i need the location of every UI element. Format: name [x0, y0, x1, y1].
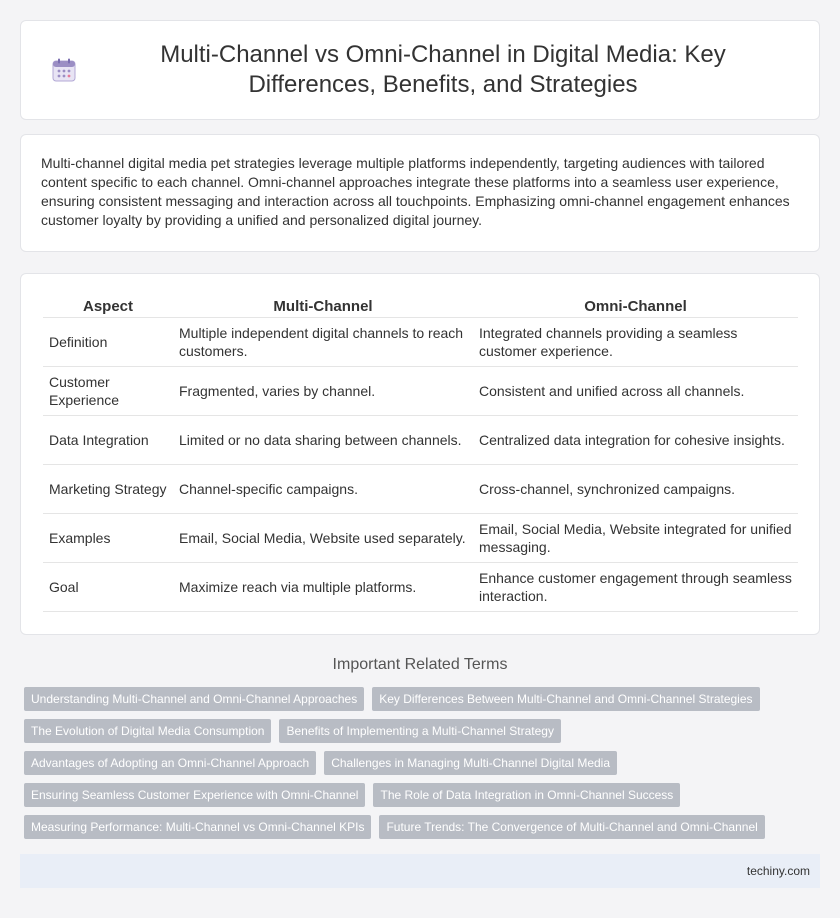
cell-aspect: Data Integration [43, 416, 173, 465]
related-term-tag[interactable]: Benefits of Implementing a Multi-Channel Strategy [279, 719, 560, 743]
cell-aspect: Customer Experience [43, 367, 173, 416]
table-row [43, 465, 798, 514]
tag-row [24, 719, 804, 743]
tag-row [24, 751, 804, 775]
table-row [43, 367, 798, 416]
related-term-tag[interactable]: The Role of Data Integration in Omni-Channel Success [373, 783, 680, 807]
intro-paragraph: Multi-channel digital media pet strategies leverage multiple platforms independently, targeting audiences with tailored content specific to each channel. Omni-channel approaches integrate these platforms into a seamless user experience, ensuring consistent messaging and interaction across all touchpoints. Emphasizing omni-channel engagement enhances customer loyalty by providing a unified and personalized digital journey. [41, 155, 790, 228]
related-term-tag[interactable]: Understanding Multi-Channel and Omni-Channel Approaches [24, 687, 364, 711]
cell-aspect: Definition [43, 318, 173, 367]
cell-omni-channel: Centralized data integration for cohesive insights. [473, 416, 798, 465]
tag-row [24, 687, 804, 711]
related-term-tag[interactable]: Key Differences Between Multi-Channel and Omni-Channel Strategies [372, 687, 759, 711]
cell-omni-channel: Consistent and unified across all channels. [473, 367, 798, 416]
related-terms-heading: Important Related Terms [332, 656, 508, 673]
tag-row [24, 815, 804, 839]
cell-multi-channel: Email, Social Media, Website used separately. [173, 514, 473, 563]
related-term-tag[interactable]: The Evolution of Digital Media Consumption [24, 719, 271, 743]
calendar-icon [51, 57, 77, 83]
related-term-tag[interactable]: Challenges in Managing Multi-Channel Digital Media [324, 751, 617, 775]
related-term-tag[interactable]: Measuring Performance: Multi-Channel vs Omni-Channel KPIs [24, 815, 371, 839]
title-wrap [51, 40, 789, 100]
cell-multi-channel: Fragmented, varies by channel. [173, 367, 473, 416]
header-aspect: Aspect [43, 295, 173, 318]
comparison-card [20, 273, 820, 635]
cell-aspect: Marketing Strategy [43, 465, 173, 514]
cell-multi-channel: Limited or no data sharing between channels. [173, 416, 473, 465]
title-card [20, 20, 820, 120]
footer [20, 854, 820, 888]
cell-omni-channel: Enhance customer engagement through seamless interaction. [473, 563, 798, 612]
table-row [43, 514, 798, 563]
cell-omni-channel: Integrated channels providing a seamless customer experience. [473, 318, 798, 367]
table-row [43, 563, 798, 612]
tag-row [24, 783, 804, 807]
cell-multi-channel: Channel-specific campaigns. [173, 465, 473, 514]
related-term-tag[interactable]: Future Trends: The Convergence of Multi-Channel and Omni-Channel [379, 815, 764, 839]
related-term-tag[interactable]: Ensuring Seamless Customer Experience with Omni-Channel [24, 783, 365, 807]
cell-multi-channel: Maximize reach via multiple platforms. [173, 563, 473, 612]
table-row [43, 318, 798, 367]
table-header-row [43, 295, 798, 318]
intro-card [20, 134, 820, 252]
cell-aspect: Goal [43, 563, 173, 612]
table-row [43, 416, 798, 465]
cell-omni-channel: Cross-channel, synchronized campaigns. [473, 465, 798, 514]
footer-site-link[interactable]: techiny.com [746, 864, 810, 878]
cell-omni-channel: Email, Social Media, Website integrated for unified messaging. [473, 514, 798, 563]
header-multi-channel: Multi-Channel [173, 295, 473, 318]
comparison-table [43, 295, 798, 612]
cell-aspect: Examples [43, 514, 173, 563]
related-term-tag[interactable]: Advantages of Adopting an Omni-Channel Approach [24, 751, 316, 775]
related-terms-list [24, 687, 804, 847]
cell-multi-channel: Multiple independent digital channels to reach customers. [173, 318, 473, 367]
header-omni-channel: Omni-Channel [473, 295, 798, 318]
page-title: Multi-Channel vs Omni-Channel in Digital Media: Key Differences, Benefits, and Strategies [160, 41, 726, 98]
